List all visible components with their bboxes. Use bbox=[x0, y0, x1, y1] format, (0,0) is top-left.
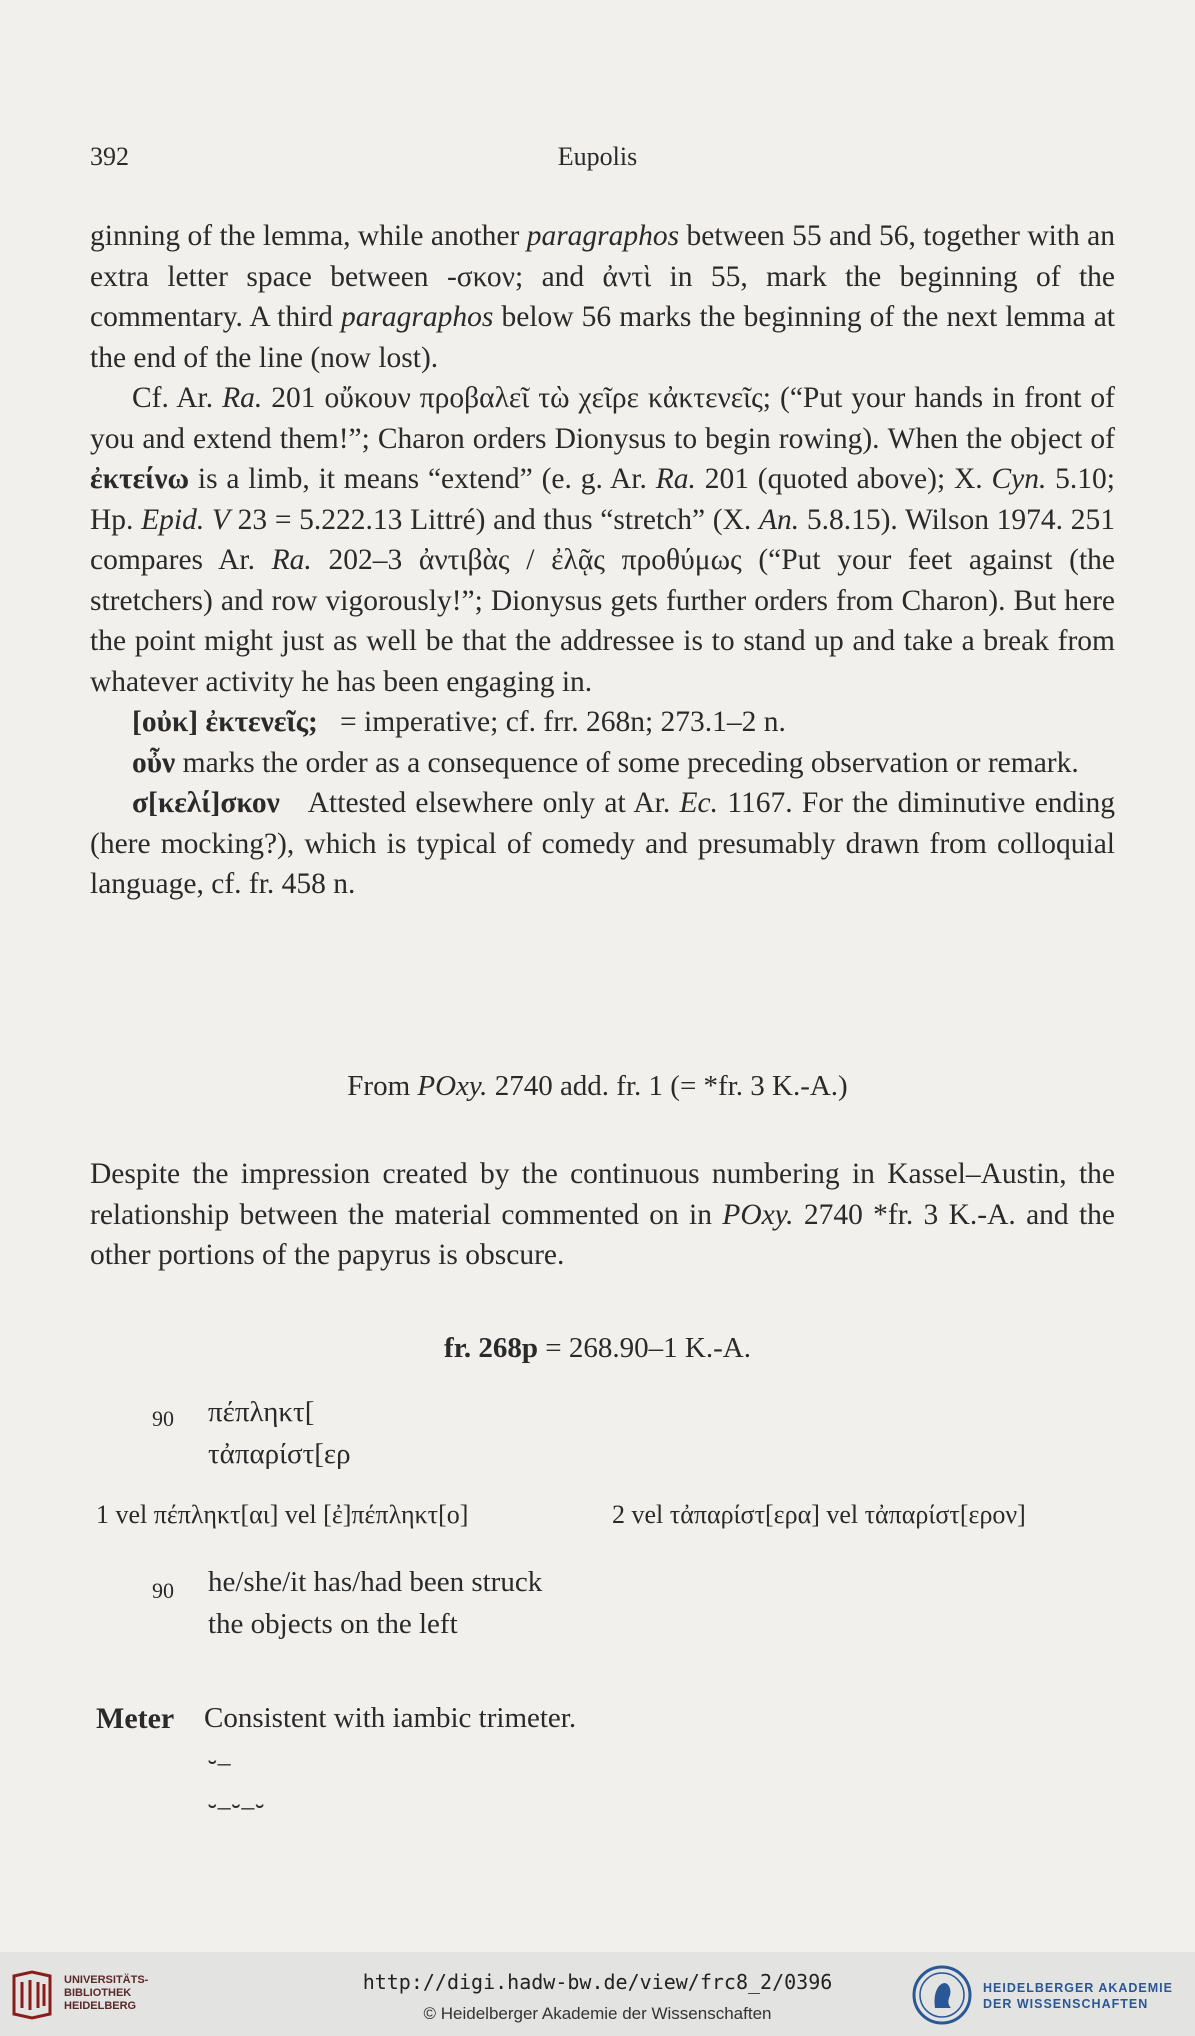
running-title: Eupolis bbox=[557, 142, 638, 171]
apparatus-note-1: 1 vel πέπληκτ[αι] vel [ἐ]πέπληκτ[ο] bbox=[96, 1500, 469, 1529]
page-number: 392 bbox=[90, 142, 129, 171]
footer-url-link[interactable]: http://digi.hadw-bw.de/view/frc8_2/0396 bbox=[362, 1970, 833, 1994]
greek-line-2: τἀπαρίστ[ερ bbox=[208, 1438, 351, 1470]
academy-name: HEIDELBERGER AKADEMIE DER WISSENSCHAFTEN bbox=[983, 1981, 1173, 2011]
scansion-line-1: ⏑– bbox=[208, 1748, 232, 1777]
university-library-name: UNIVERSITÄTS- BIBLIOTHEK HEIDELBERG bbox=[64, 1974, 149, 2012]
apparatus-note-2: 2 vel τἀπαρίστ[ερα] vel τἀπαρίστ[ερον] bbox=[612, 1500, 1026, 1529]
lemma-oun: οὖν marks the order as a consequence of some preceding observation or remark. bbox=[132, 746, 1079, 779]
section-heading: From POxy. 2740 add. fr. 1 (= *fr. 3 K.-A.) bbox=[347, 1070, 848, 1102]
lemma-label: [οὐκ] ἐκτενεῖς; bbox=[132, 706, 318, 738]
page-header bbox=[90, 142, 1105, 178]
translation-line-2: the objects on the left bbox=[208, 1608, 458, 1640]
lemma-skeliskon: σ[κελί]σκον Attested elsewhere only at Ar. Ec. 1167. For the diminutive ending (here mocking?), which is typical of comedy and presumably drawn from colloquial language, cf. fr. 458 n. bbox=[90, 787, 1115, 900]
commentary-paragraph-1: ginning of the lemma, while another paragraphos between 55 and 56, together with an extra letter space between -σκον; and ἀντὶ in 55, mark the beginning of the commentary. A third paragraphos below 56 marks the beginning of the next lemma at the end of the line (now lost). bbox=[90, 220, 1115, 374]
academy-logo[interactable] bbox=[911, 1962, 1181, 2028]
footer-bar bbox=[0, 1952, 1195, 2036]
footer-copyright: © Heidelberger Akademie der Wissenschaften bbox=[423, 2004, 772, 2023]
intro-paragraph: Despite the impression created by the continuous numbering in Kassel–Austin, the relationship between the material commented on in POxy. 2740 *fr. 3 K.-A. and the other portions of the papyrus is obscure. bbox=[90, 1158, 1115, 1271]
meter-label: Meter bbox=[96, 1702, 175, 1735]
section-intro bbox=[90, 1154, 1115, 1276]
meter-text: Consistent with iambic trimeter. bbox=[204, 1702, 577, 1734]
greek-line-1: πέπληκτ[ bbox=[208, 1396, 315, 1428]
greek-line-number: 90 bbox=[152, 1406, 174, 1431]
lemma-ektenis: [οὐκ] ἐκτενεῖς; = imperative; cf. frr. 268n; 273.1–2 n. bbox=[132, 706, 786, 738]
lemma-label: σ[κελί]σκον bbox=[132, 787, 280, 819]
scansion-line-2: ⏑–⏑–⏑ bbox=[208, 1792, 265, 1821]
translation-line-number: 90 bbox=[152, 1578, 174, 1603]
academy-seal-icon bbox=[911, 1964, 973, 2026]
lemma-label: οὖν bbox=[132, 746, 176, 779]
commentary-paragraph-2: Cf. Ar. Ra. 201 οὔκουν προβαλεῖ τὼ χεῖρε κἀκτενεῖς; (“Put your hands in front of you and extend them!”; Charon orders Dionysus to begin rowing). When the object of ἐκτείνω is a limb, it means “extend” (e. g. Ar. Ra. 201 (quoted above); X. Cyn. 5.10; Hp. Epid. V 23 = 5.222.13 Littré) and thus “stretch” (X. An. 5.8.15). Wilson 1974. 251 compares Ar. Ra. 202–3 ἀντιβὰς / ἐλᾷς προθύμως (“Put your feet against (the stretchers) and row vigorously!”; Dionysus gets further orders from Charon). But here the point might just as well be that the addressee is to stand up and take a break from whatever activity he has been engaging in. bbox=[90, 382, 1116, 698]
fragment-heading: fr. 268p = 268.90–1 K.-A. bbox=[444, 1332, 751, 1364]
translation-line-1: he/she/it has/had been struck bbox=[208, 1566, 543, 1598]
commentary-block bbox=[90, 216, 1115, 905]
